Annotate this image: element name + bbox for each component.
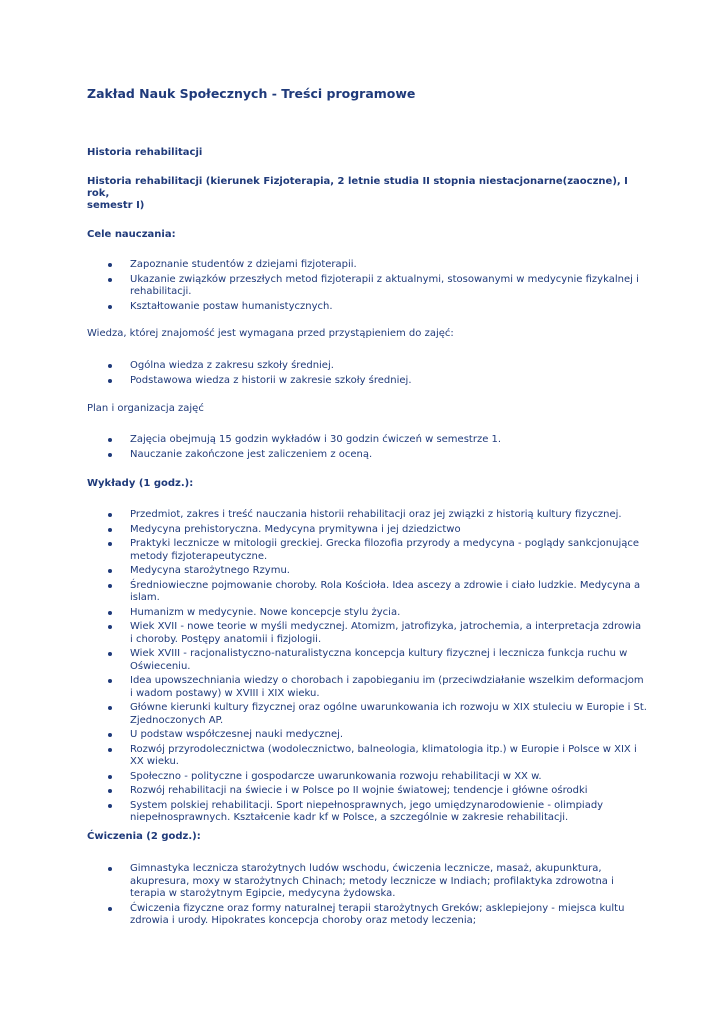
exercises-list [87,863,647,930]
lectures-heading: Wykłady (1 godz.): [87,478,194,489]
prereq-list [87,360,647,389]
exercises-heading: Ćwiczenia (2 godz.): [87,831,201,842]
exercise-item: Ćwiczenia fizyczne oraz formy naturalnej terapii starożytnych Greków; asklepiejony - miejsca kultu zdrowia i urody. Hipokrates koncepcja choroby oraz metody leczenia; [87,903,647,928]
lecture-item: Rozwój przyrodolecznictwa (wodolecznictwo, balneologia, klimatologia itp.) w Europie i Polsce w XIX i XX wieku. [87,744,647,769]
lecture-item: Medycyna starożytnego Rzymu. [87,565,647,578]
course-heading-line1: Historia rehabilitacji (kierunek Fizjoterapia, 2 letnie studia II stopnia niestacjonarne(zaoczne), I [87,176,628,187]
lecture-item: Przedmiot, zakres i treść nauczania historii rehabilitacji oraz jej związki z historią kultury fizycznej. [87,509,647,522]
lecture-item: Idea upowszechniania wiedzy o chorobach i zapobieganiu im (przeciwdziałanie wszelkim deformacjom i wadom postawy) w XVIII i XIX wieku. [87,675,647,700]
plan-list [87,434,647,463]
goals-heading: Cele nauczania: [87,229,176,240]
prereq-list-item: Ogólna wiedza z zakresu szkoły średniej. [87,360,647,373]
lecture-item: Wiek XVII - nowe teorie w myśli medycznej. Atomizm, jatrofizyka, jatrochemia, a interpretacja zdrowia i choroby. Postępy anatomii i fizjologii. [87,621,647,646]
lecture-item: U podstaw współczesnej nauki medycznej. [87,729,647,742]
course-heading-line2: rok, [87,188,110,199]
goals-list-item: Zapoznanie studentów z dziejami fizjoterapii. [87,259,647,272]
prereq-heading: Wiedza, której znajomość jest wymagana przed przystąpieniem do zajęć: [87,328,454,339]
page-title: Zakład Nauk Społecznych - Treści programowe [87,86,416,101]
lecture-item: Średniowieczne pojmowanie choroby. Rola Kościoła. Idea ascezy a zdrowie i ciało ludzkie. Medycyna a islam. [87,580,647,605]
lecture-item: System polskiej rehabilitacji. Sport niepełnosprawnych, jego umiędzynarodowienie - olimpiady niepełnosprawnych. Kształcenie kadr kf w Polsce, a szczególnie w zakresie rehabilitacji. [87,800,647,825]
section-heading: Historia rehabilitacji [87,147,203,158]
prereq-list-item: Podstawowa wiedza z historii w zakresie szkoły średniej. [87,375,647,388]
goals-list-item: Kształtowanie postaw humanistycznych. [87,301,647,314]
lecture-item: Rozwój rehabilitacji na świecie i w Polsce po II wojnie światowej; tendencje i główne ośrodki [87,785,647,798]
lecture-item: Społeczno - polityczne i gospodarcze uwarunkowania rozwoju rehabilitacji w XX w. [87,771,647,784]
plan-list-item: Zajęcia obejmują 15 godzin wykładów i 30 godzin ćwiczeń w semestrze 1. [87,434,647,447]
lectures-list [87,509,647,827]
plan-heading: Plan i organizacja zajęć [87,403,204,414]
goals-list [87,259,647,315]
exercise-item: Gimnastyka lecznicza starożytnych ludów wschodu, ćwiczenia lecznicze, masaż, akupunktura, akupresura, moxy w starożytnych Chinach; metody lecznicze w Indiach; profilaktyka zdrowotna i terapia w starożytnym Egipcie, medycyna żydowska. [87,863,647,901]
lecture-item: Humanizm w medycynie. Nowe koncepcje stylu życia. [87,607,647,620]
lecture-item: Wiek XVIII - racjonalistyczno-naturalistyczna koncepcja kultury fizycznej i lecznicza funkcja ruchu w Oświeceniu. [87,648,647,673]
goals-list-item: Ukazanie związków przeszłych metod fizjoterapii z aktualnymi, stosowanymi w medycynie fizykalnej i rehabilitacji. [87,274,647,299]
lecture-item: Medycyna prehistoryczna. Medycyna prymitywna i jej dziedzictwo [87,524,647,537]
lecture-item: Praktyki lecznicze w mitologii greckiej. Grecka filozofia przyrody a medycyna - poglądy sankcjonujące metody fizjoterapeutyczne. [87,538,647,563]
lecture-item: Główne kierunki kultury fizycznej oraz ogólne uwarunkowania ich rozwoju w XIX stuleciu w Europie i St. Zjednoczonych AP. [87,702,647,727]
course-heading-line3: semestr I) [87,200,145,211]
plan-list-item: Nauczanie zakończone jest zaliczeniem z oceną. [87,449,647,462]
